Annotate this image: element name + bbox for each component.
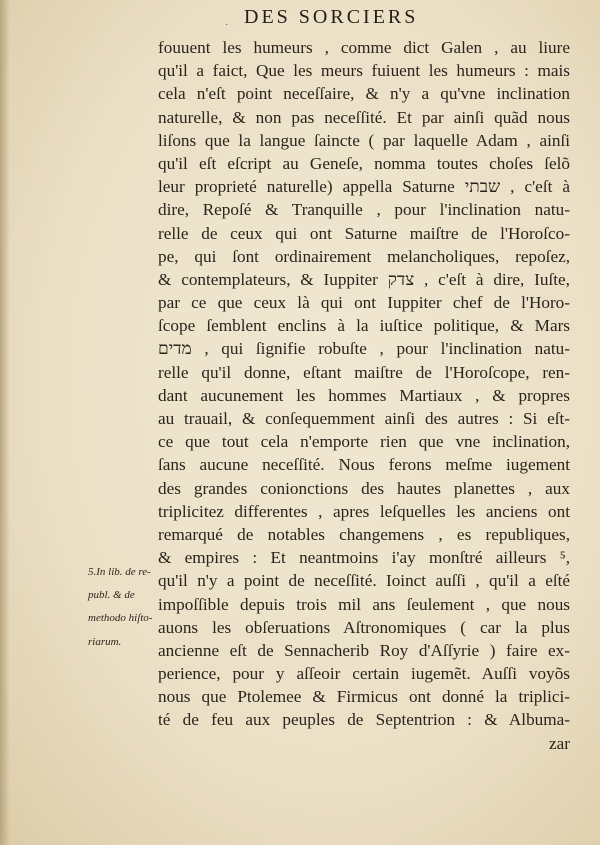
- running-title: DES SORCIERS: [244, 6, 419, 28]
- text-line: & contemplateurs, & Iuppiter צדק , c'eſt à dire, Iuſte,: [158, 269, 570, 289]
- header-mark: ·: [225, 20, 229, 31]
- text-line: naturelle, & non pas neceſſité. Et par ainſi quãd nous: [158, 107, 570, 127]
- margin-note-line: publ. & de: [88, 589, 135, 602]
- text-line: dant aucunement les hommes Martiaux , & propres: [158, 385, 570, 405]
- text-line: relle qu'il donne, eſtant maiſtre de l'Horoſcope, ren-: [158, 362, 570, 382]
- margin-note-line: riarum.: [88, 635, 122, 648]
- text-line: des grandes conionctions des hautes planettes , aux: [158, 478, 570, 498]
- page-gutter-shadow: [0, 0, 10, 845]
- text-line: ſcope ſemblent enclins à la iuſtice politique, & Mars: [158, 316, 570, 336]
- text-line: impoſſible depuis trois mil ans ſeulement , que nous: [158, 594, 570, 614]
- text-line: perience, pour y aſſeoir certain iugemẽt. Auſſi voyõs: [158, 664, 570, 684]
- margin-note-line: 5.In lib. de re-: [88, 566, 151, 578]
- text-line: pe, qui ſont ordinairement melancholiques, repoſez,: [158, 246, 570, 266]
- text-line: ſans aucune neceſſité. Nous ferons meſme iugement: [158, 455, 570, 475]
- body-text: [158, 36, 570, 755]
- text-line: cela n'eſt point neceſſaire, & n'y a qu'vne inclination: [158, 84, 570, 104]
- text-line: ancienne eſt de Sennacherib Roy d'Aſſyrie ) faire ex-: [158, 640, 570, 660]
- text-line: liſons que la langue ſaincte ( par laquelle Adam , ainſi: [158, 130, 570, 150]
- text-line: au trauail, & conſequemment ainſi des autres : Si eſt-: [158, 409, 570, 428]
- text-line: & empires : Et neantmoins i'ay monſtré ailleurs ⁵,: [158, 548, 570, 568]
- text-line: מדים , qui ſignifie robuſte , pour l'inclination natu-: [158, 339, 570, 359]
- text-line: remarqué de notables changemens , es republiques,: [158, 524, 570, 544]
- text-line: par ce que ceux là qui ont Iuppiter chef de l'Horo-: [158, 293, 570, 313]
- text-line: auons les obſeruations Aſtronomiques ( car la plus: [158, 617, 570, 637]
- text-line: té de feu aux peuples de Septentrion : & Albuma-: [158, 710, 570, 730]
- text-line: triplicitez differentes , apres leſquelles les anciens ont: [158, 501, 570, 521]
- margin-note-line: methodo hiſto-: [88, 612, 153, 625]
- text-line: ce que tout cela n'emporte rien que vne inclination,: [158, 432, 570, 452]
- text-line: nous que Ptolemee & Firmicus ont donné la triplici-: [158, 687, 570, 707]
- text-line: qu'il a faict, Que les meurs fuiuent les humeurs : mais: [158, 61, 570, 81]
- text-line: leur proprieté naturelle) appella Saturne שבתי , c'eſt à: [158, 177, 570, 197]
- text-line: zar: [549, 733, 570, 753]
- text-line: qu'il eſt eſcript au Geneſe, nomma toutes choſes ſelõ: [158, 153, 570, 173]
- text-line: qu'il n'y a point de neceſſité. Ioinct auſſi , qu'il a eſté: [158, 571, 570, 591]
- margin-note: [88, 561, 156, 654]
- text-line: relle de ceux qui ont Saturne maiſtre de l'Horoſco-: [158, 223, 570, 243]
- text-line: dire, Repoſé & Tranquille , pour l'inclination natu-: [158, 200, 570, 220]
- text-line: fouuent les humeurs , comme dict Galen , au liure: [158, 38, 570, 57]
